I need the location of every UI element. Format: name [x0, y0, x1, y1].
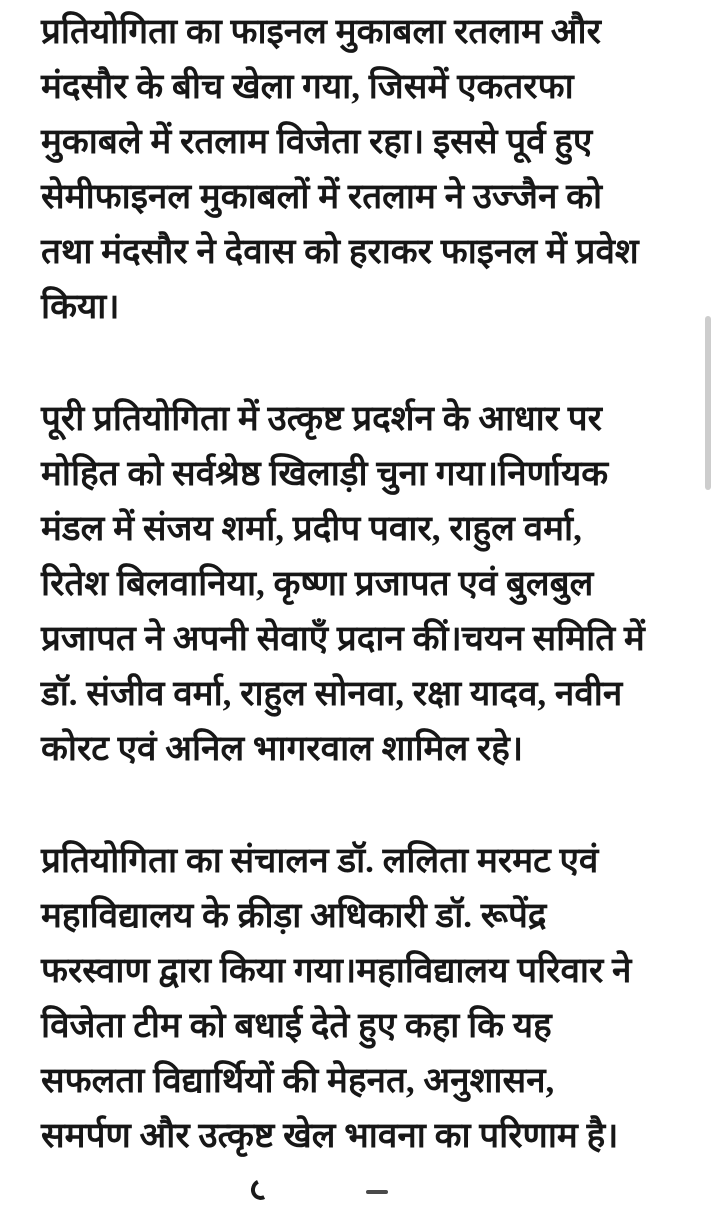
article-body — [41, 4, 691, 1220]
text-line: किया। — [41, 287, 120, 326]
text-line: मंदसौर के बीच खेला गया, जिसमें एकतरफा — [41, 67, 574, 106]
text-line: प्रतियोगिता का फाइनल मुकाबला रतलाम और — [41, 12, 601, 51]
text-line: तथा मंदसौर ने देवास को हराकर फाइनल में प्रवेश — [41, 232, 639, 271]
text-line: मुकाबले में रतलाम विजेता रहा। इससे पूर्व हुए — [41, 122, 593, 161]
paragraph — [41, 833, 691, 1163]
scrollbar-thumb[interactable] — [705, 316, 711, 490]
text-line: प्रतियोगिता का संचालन डॉ. ललिता मरमट एवं — [41, 841, 599, 880]
text-line: समर्पण और उत्कृष्ट खेल भावना का परिणाम है। — [41, 1116, 619, 1155]
text-line: सेमीफाइनल मुकाबलों में रतलाम ने उज्जैन को — [41, 177, 603, 216]
text-line: महाविद्यालय के क्रीड़ा अधिकारी डॉ. रूपेंद्र — [41, 896, 547, 935]
text-line: डॉ. संजीव वर्मा, राहुल सोनवा, रक्षा यादव, नवीन — [41, 674, 623, 713]
text-line: फरस्वाण द्वारा किया गया।महाविद्यालय परिवार ने — [41, 951, 632, 990]
text-line: सफलता विद्यार्थियों की मेहनत, अनुशासन, — [41, 1061, 555, 1100]
paragraph — [41, 4, 691, 334]
text-line: मंडल में संजय शर्मा, प्रदीप पवार, राहुल वर्मा, — [41, 509, 582, 548]
text-line: प्रजापत ने अपनी सेवाएँ प्रदान कीं।चयन समिति में — [41, 619, 645, 658]
text-line: विजेता टीम को बधाई देते हुए कहा कि यह — [41, 1006, 552, 1045]
text-line: कोरट एवं अनिल भागरवाल शामिल रहे। — [41, 729, 524, 768]
paragraph — [41, 391, 691, 776]
text-line: रितेश बिलवानिया, कृष्णा प्रजापत एवं बुलबुल — [41, 564, 594, 603]
text-line: पूरी प्रतियोगिता में उत्कृष्ट प्रदर्शन के आधार पर — [41, 399, 602, 438]
clipped-glyph-fragment — [366, 1190, 388, 1194]
text-line: मोहित को सर्वश्रेष्ठ खिलाड़ी चुना गया।निर्णायक — [41, 454, 609, 493]
